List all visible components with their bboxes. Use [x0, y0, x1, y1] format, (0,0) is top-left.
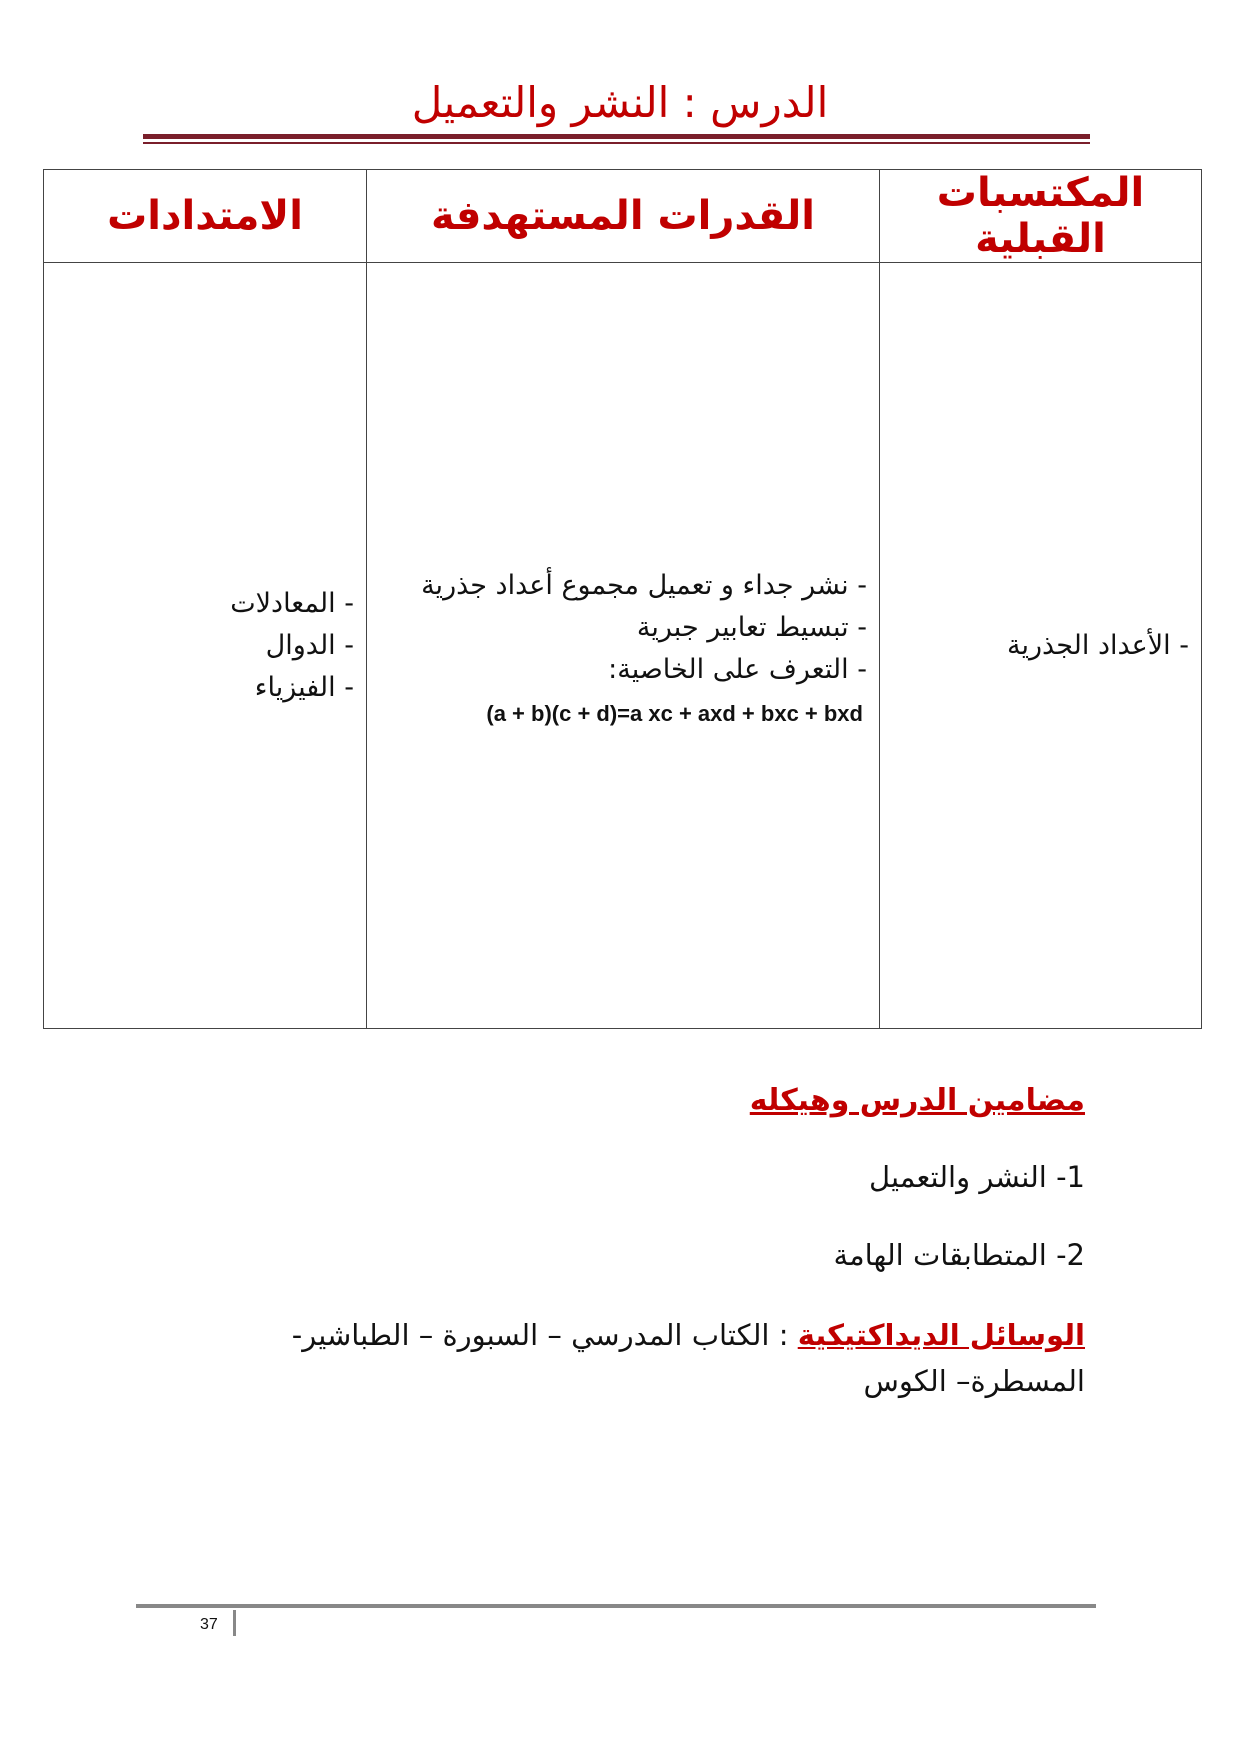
prior-knowledge-cell	[880, 263, 1202, 1029]
list-item: - تبسيط تعابير جبرية	[636, 611, 867, 643]
list-item: - الدوال	[265, 629, 354, 661]
header-extensions: الامتدادات	[44, 170, 367, 263]
distribution-formula: (a + b)(c + d)=a xc + axd + bxc + bxd	[486, 700, 863, 726]
extensions-list	[44, 583, 366, 709]
list-item: - المعادلات	[230, 587, 354, 619]
title-divider	[143, 134, 1090, 139]
header-targeted-skills: القدرات المستهدفة	[367, 170, 880, 263]
prior-knowledge-list	[880, 625, 1201, 667]
teaching-tools	[225, 1312, 1085, 1404]
contents-item: 2- المتطابقات الهامة	[833, 1238, 1085, 1272]
footer-tick	[233, 1610, 236, 1636]
list-item: - نشر جداء و تعميل مجموع أعداد جذرية	[421, 569, 867, 601]
lesson-table	[43, 169, 1202, 1029]
table-header-row	[44, 170, 1202, 263]
targeted-skills-list	[367, 565, 879, 691]
list-item: - الفيزياء	[254, 671, 354, 703]
contents-heading: مضامين الدرس وهيكله	[749, 1083, 1085, 1118]
title-divider-thin	[143, 142, 1090, 144]
footer-divider	[136, 1604, 1096, 1608]
list-item: - التعرف على الخاصية:	[608, 653, 867, 685]
extensions-cell	[44, 263, 367, 1029]
teaching-tools-text: الكتاب المدرسي – السبورة – الطباشير- المسطرة– الكوس	[291, 1318, 1085, 1398]
teaching-tools-label: الوسائل الديداكتيكية	[797, 1318, 1085, 1352]
list-item: - الأعداد الجذرية	[1007, 629, 1189, 661]
page-number: 37	[200, 1616, 218, 1633]
targeted-skills-cell	[367, 263, 880, 1029]
table-body-row	[44, 263, 1202, 1029]
lesson-title: الدرس : النشر والتعميل	[411, 78, 829, 127]
teaching-tools-separator: :	[769, 1318, 798, 1352]
contents-item: 1- النشر والتعميل	[869, 1160, 1085, 1194]
header-prior-knowledge: المكتسبات القبلية	[880, 170, 1202, 263]
